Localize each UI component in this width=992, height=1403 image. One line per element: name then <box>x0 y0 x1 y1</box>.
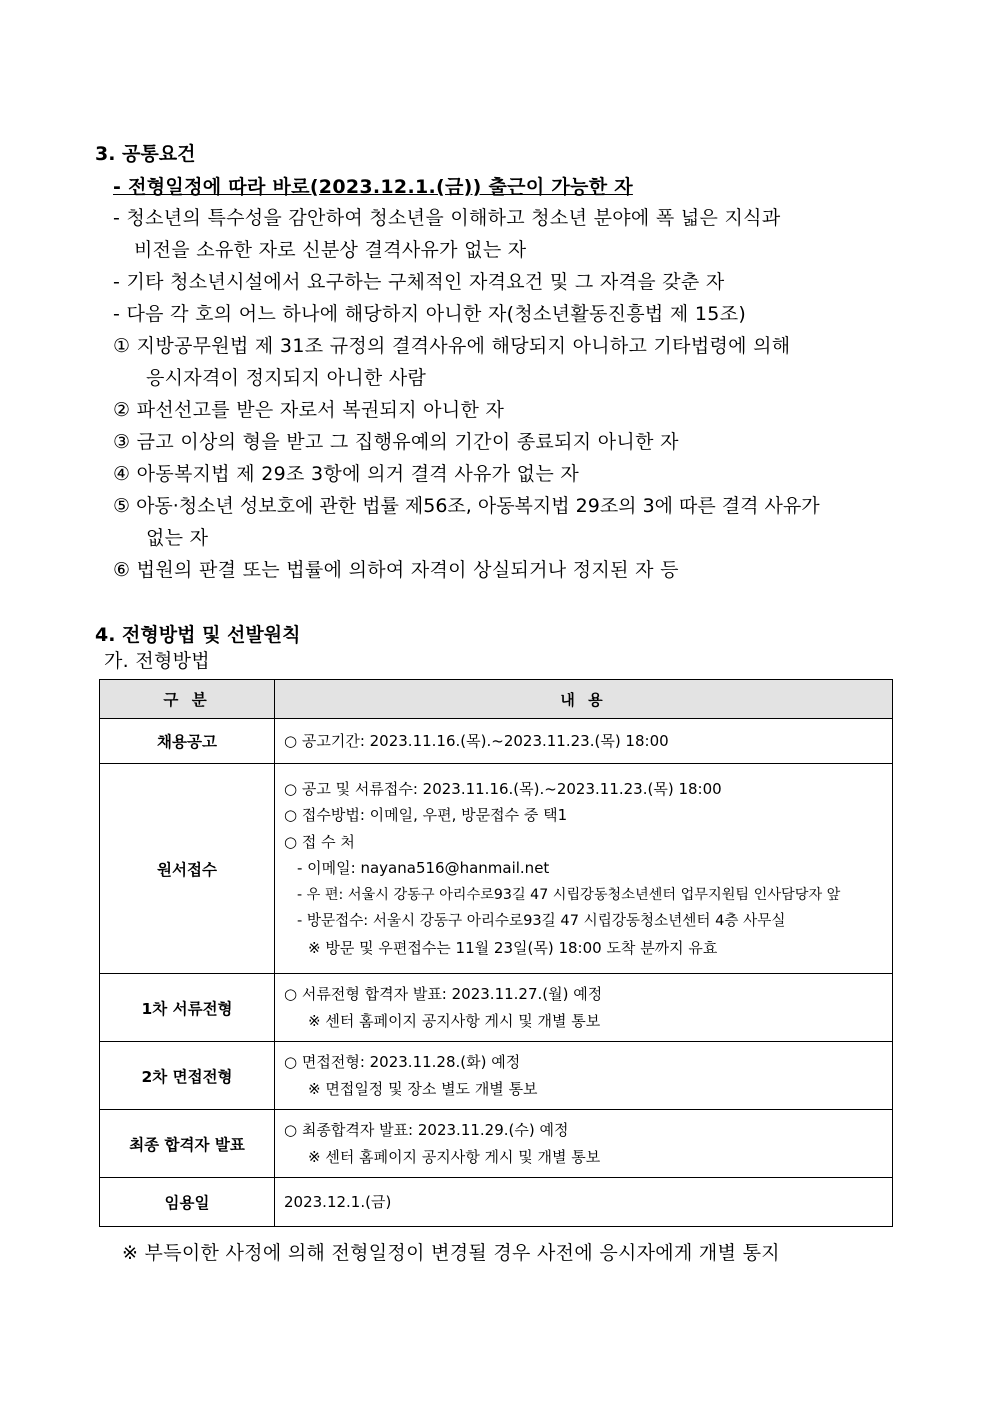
section3-bullet-2: - 청소년의 특수성을 감안하여 청소년을 이해하고 청소년 분야에 폭 넓은 지식과 <box>113 207 781 229</box>
content-line: ○ 서류전형 합격자 발표: 2023.11.27.(월) 예정 <box>284 985 603 1003</box>
content-line: - 이메일: nayana516@hanmail.net <box>297 859 550 878</box>
row-content <box>275 974 893 1042</box>
table-header-row <box>100 680 893 719</box>
table-row <box>100 1178 893 1227</box>
section3-item-5-cont: 없는 자 <box>146 527 209 549</box>
table-row <box>100 1042 893 1110</box>
section3-bullet-4: - 다음 각 호의 어느 하나에 해당하지 아니한 자(청소년활동진흥법 제 15조) <box>113 303 747 325</box>
content-line: - 방문접수: 서울시 강동구 아리수로93길 47 시립강동청소년센터 4층 사무실 <box>297 912 786 930</box>
section3-bullet-1: - 전형일정에 따라 바로(2023.12.1.(금)) 출근이 가능한 자 <box>113 176 633 198</box>
content-line: 2023.12.1.(금) <box>284 1192 392 1211</box>
section3-item-4: ④ 아동복지법 제 29조 3항에 의거 결격 사유가 없는 자 <box>113 463 579 485</box>
section3-heading: 3. 공통요건 <box>95 143 196 165</box>
selection-schedule-table <box>99 679 893 1227</box>
content-line: ○ 접수방법: 이메일, 우편, 방문접수 중 택1 <box>284 806 568 825</box>
content-line: - 우 편: 서울시 강동구 아리수로93길 47 시립강동청소년센터 업무지원팀 인사담당자 앞 <box>297 886 841 903</box>
section3-item-1: ① 지방공무원법 제 31조 규정의 결격사유에 해당되지 아니하고 기타법령에 의해 <box>113 335 791 357</box>
schedule-change-note: ※ 부득이한 사정에 의해 전형일정이 변경될 경우 사전에 응시자에게 개별 통지 <box>122 1242 780 1264</box>
content-line: ※ 센터 홈페이지 공지사항 게시 및 개별 통보 <box>308 1147 601 1166</box>
section4-heading: 4. 전형방법 및 선발원칙 <box>95 624 301 646</box>
row-label-application: 원서접수 <box>100 764 275 974</box>
content-line: ※ 면접일정 및 장소 별도 개별 통보 <box>308 1079 538 1098</box>
row-content <box>275 719 893 764</box>
row-label-recruitment-notice: 채용공고 <box>100 719 275 764</box>
content-line: ※ 센터 홈페이지 공지사항 게시 및 개별 통보 <box>308 1011 601 1030</box>
section4-subheading: 가. 전형방법 <box>104 650 210 672</box>
row-label-interview: 2차 면접전형 <box>100 1042 275 1110</box>
row-content <box>275 1178 893 1227</box>
row-content <box>275 1110 893 1178</box>
row-content <box>275 764 893 974</box>
section3-item-3: ③ 금고 이상의 형을 받고 그 집행유예의 기간이 종료되지 아니한 자 <box>113 431 679 453</box>
table-row <box>100 974 893 1042</box>
content-line: ○ 최종합격자 발표: 2023.11.29.(수) 예정 <box>284 1121 569 1139</box>
row-content <box>275 1042 893 1110</box>
section3-item-2: ② 파선선고를 받은 자로서 복권되지 아니한 자 <box>113 399 505 421</box>
content-line: ○ 면접전형: 2023.11.28.(화) 예정 <box>284 1053 521 1071</box>
content-line: ○ 공고기간: 2023.11.16.(목).~2023.11.23.(목) 18:00 <box>284 731 669 750</box>
table-row <box>100 1110 893 1178</box>
table-header-category: 구 분 <box>100 680 275 719</box>
content-line: ※ 방문 및 우편접수는 11월 23일(목) 18:00 도착 분까지 유효 <box>308 938 718 957</box>
section3-bullet-3: - 기타 청소년시설에서 요구하는 구체적인 자격요건 및 그 자격을 갖춘 자 <box>113 271 725 293</box>
section3-item-1-cont: 응시자격이 정지되지 아니한 사람 <box>146 367 427 389</box>
section3-bullet-2-cont: 비전을 소유한 자로 신분상 결격사유가 없는 자 <box>134 239 527 261</box>
row-label-final-announcement: 최종 합격자 발표 <box>100 1110 275 1178</box>
row-label-document-screening: 1차 서류전형 <box>100 974 275 1042</box>
table-header-content: 내 용 <box>275 680 893 719</box>
row-label-appointment-date: 임용일 <box>100 1178 275 1227</box>
table-row <box>100 764 893 974</box>
content-line: ○ 공고 및 서류접수: 2023.11.16.(목).~2023.11.23.(목) 18:00 <box>284 779 722 798</box>
content-line: ○ 접 수 처 <box>284 832 355 851</box>
table-row <box>100 719 893 764</box>
section3-item-6: ⑥ 법원의 판결 또는 법률에 의하여 자격이 상실되거나 정지된 자 등 <box>113 559 679 581</box>
section3-item-5: ⑤ 아동·청소년 성보호에 관한 법률 제56조, 아동복지법 29조의 3에 따른 결격 사유가 <box>113 495 820 517</box>
